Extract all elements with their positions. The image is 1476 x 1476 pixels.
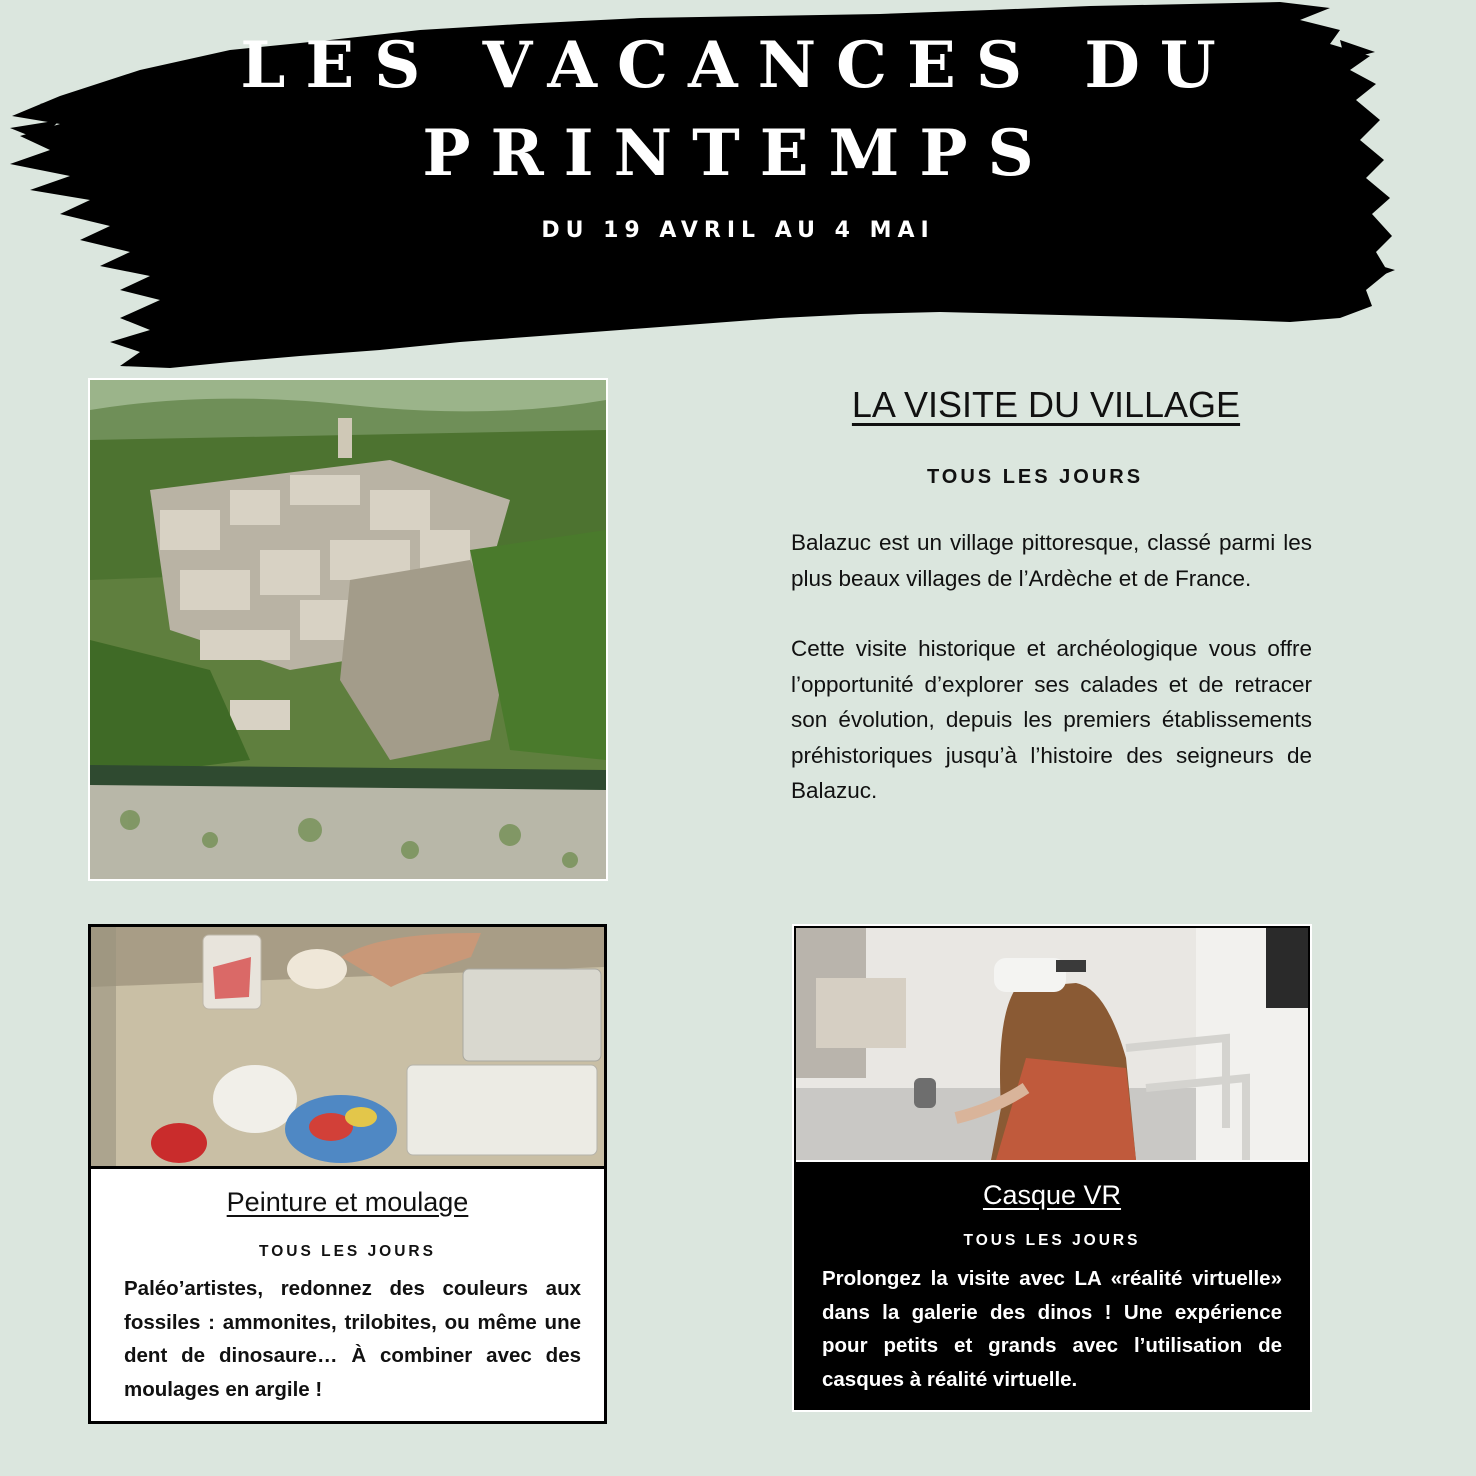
painting-activity-title: Peinture et moulage [226,1187,469,1217]
village-visit-description [791,525,1312,844]
page-title-line2: PRINTEMPS [422,116,1054,191]
page-title-line1: LES VACANCES DU [240,28,1236,103]
village-paragraph-2: Cette visite historique et archéologique vous offre l’opportunité d’explorer ses calades et de retracer son évolution, depuis les premiers établissements préhistoriques jusqu’à l’histoire des seigneurs de Balazuc. [791,636,1312,803]
painting-activity-description: Paléo’artistes, redonnez des couleurs aux fossiles : ammonites, trilobites, ou même une dent de dinosaure… À combiner avec des moulages en argile ! [124,1277,581,1401]
vr-activity-title: Casque VR [982,1180,1122,1210]
date-range: DU 19 AVRIL AU 4 MAI [541,218,935,243]
vr-activity-schedule: TOUS LES JOURS [963,1232,1141,1249]
village-visit-schedule: TOUS LES JOURS [926,466,1144,488]
painting-activity-card [88,924,607,1424]
vr-activity-card [792,924,1312,1412]
village-photo [88,378,608,881]
village-visit-title: LA VISITE DU VILLAGE [851,384,1241,425]
vr-headset-photo [796,928,1308,1162]
vr-activity-description: Prolongez la visite avec LA «réalité virtuelle» dans la galerie des dinos ! Une expérience pour petits et grands avec l’utilisation de casques à réalité virtuelle. [822,1267,1282,1391]
painting-photo [91,927,604,1169]
village-paragraph-1: Balazuc est un village pittoresque, classé parmi les plus beaux villages de l’Ardèche et de France. [791,530,1312,591]
painting-activity-schedule: TOUS LES JOURS [259,1243,436,1260]
